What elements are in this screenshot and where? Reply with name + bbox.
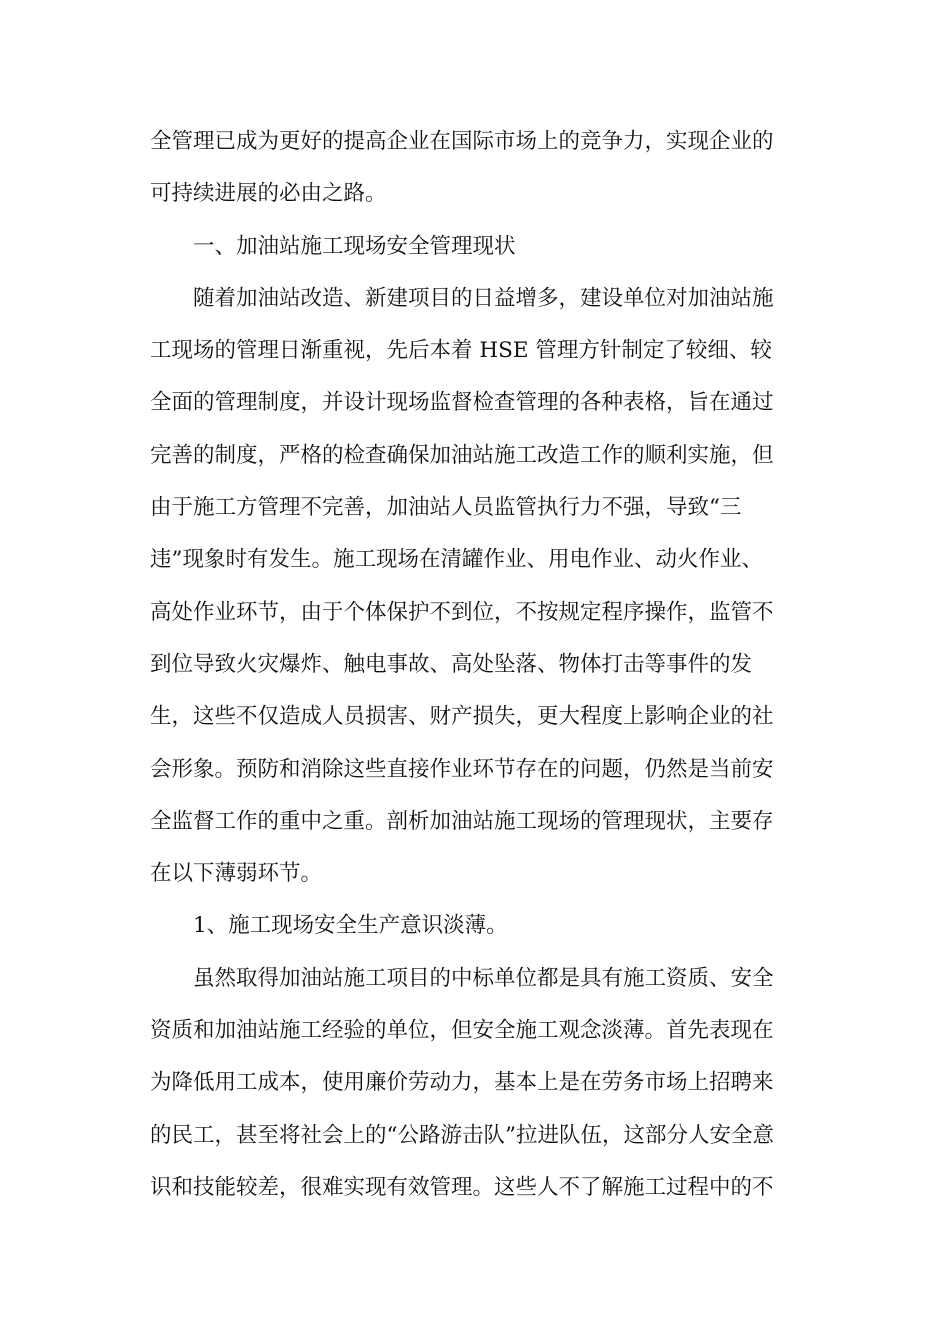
text-line: 全监督工作的重中之重。剖析加油站施工现场的管理现状，主要存 [150, 808, 774, 834]
text-line: 到位导致火灾爆炸、触电事故、高处坠落、物体打击等事件的发 [150, 651, 753, 677]
text-line: 虽然取得加油站施工项目的中标单位都是具有施工资质、安全 [193, 965, 774, 991]
text-line: 由于施工方管理不完善，加油站人员监管执行力不强，导致“三 [150, 495, 742, 521]
text-line: 资质和加油站施工经验的单位，但安全施工观念淡薄。首先表现在 [150, 1018, 774, 1044]
text-line: 全面的管理制度，并设计现场监督检查管理的各种表格，旨在通过 [150, 390, 774, 416]
text-line: 为降低用工成本，使用廉价劳动力，基本上是在劳务市场上招聘来 [150, 1070, 774, 1096]
text-line: 识和技能较差，很难实现有效管理。这些人不了解施工过程中的不 [150, 1174, 774, 1200]
section-heading: 一、加油站施工现场安全管理现状 [193, 233, 516, 259]
text-line: 的民工，甚至将社会上的“公路游击队”拉进队伍，这部分人安全意 [150, 1122, 774, 1148]
text-line: 工现场的管理日渐重视，先后本着 HSE 管理方针制定了较细、较 [150, 338, 772, 364]
text-line: 违”现象时有发生。施工现场在清罐作业、用电作业、动火作业、 [150, 547, 763, 573]
text-line: 全管理已成为更好的提高企业在国际市场上的竞争力，实现企业的 [150, 129, 774, 154]
text-line: 高处作业环节，由于个体保护不到位，不按规定程序操作，监管不 [150, 599, 774, 625]
text-line: 完善的制度，严格的检查确保加油站施工改造工作的顺利实施，但 [150, 442, 774, 468]
text-line: 生，这些不仅造成人员损害、财产损失，更大程度上影响企业的社 [150, 704, 774, 730]
text-line: 随着加油站改造、新建项目的日益增多，建设单位对加油站施 [193, 285, 774, 311]
text-line: 会形象。预防和消除这些直接作业环节存在的问题，仍然是当前安 [150, 756, 774, 782]
body-text [150, 116, 800, 1214]
text-line: 在以下薄弱环节。 [150, 861, 323, 887]
text-line: 可持续进展的必由之路。 [150, 181, 387, 207]
subsection-heading: 1、施工现场安全生产意识淡薄。 [193, 913, 508, 939]
